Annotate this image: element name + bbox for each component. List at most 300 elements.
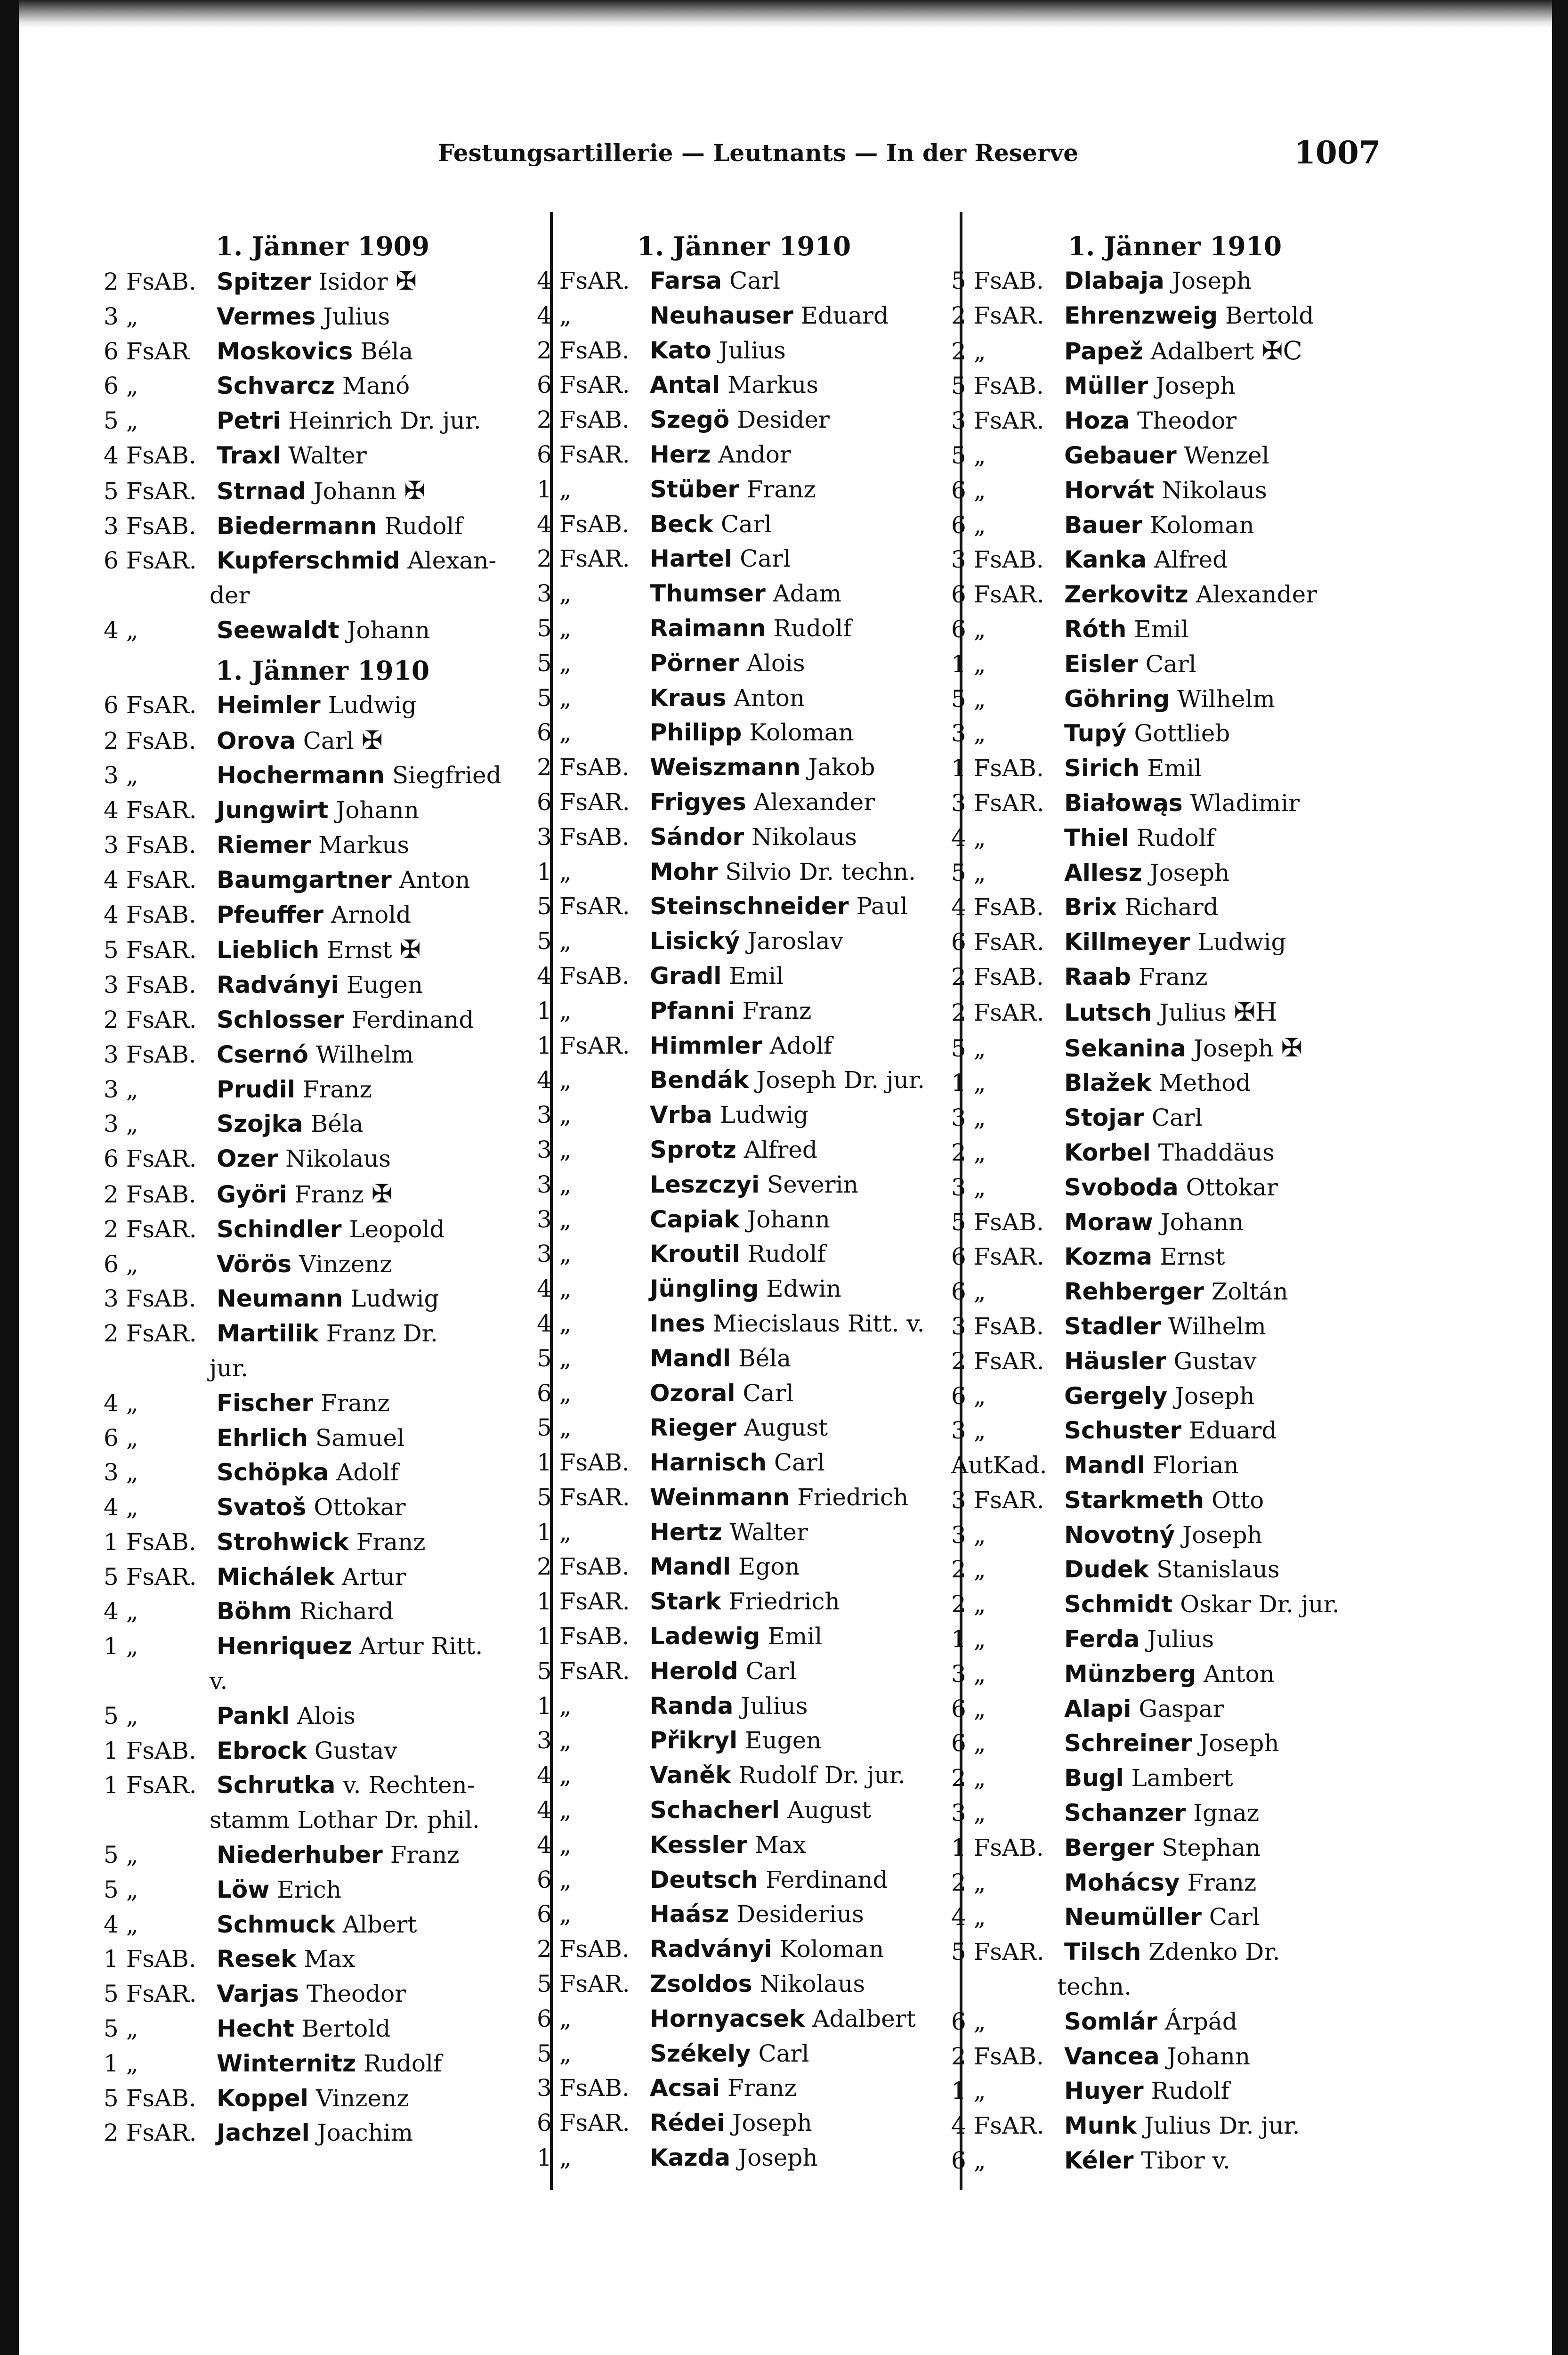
rank-unit: 4 FsAB.	[104, 901, 196, 928]
officer-name: Farsa Carl	[650, 267, 780, 294]
rank-unit: 3 FsAB.	[537, 823, 630, 851]
officer-entry	[537, 1967, 951, 2002]
officer-entry	[951, 1136, 1398, 1170]
officer-name: Riemer Markus	[217, 831, 410, 859]
rank-unit: 6 „	[951, 476, 986, 504]
officer-entry	[951, 1657, 1398, 1692]
officer-name: Přikryl Eugen	[650, 1727, 822, 1754]
officer-entry	[951, 1448, 1398, 1483]
rank-unit: 3 „	[537, 1101, 572, 1129]
rank-unit: 5 „	[537, 1344, 572, 1372]
officer-name: Białowąs Wladimir	[1064, 789, 1300, 817]
officer-entry	[537, 1932, 951, 1967]
officer-entry	[951, 1622, 1398, 1657]
officer-entry	[104, 1699, 542, 1734]
rank-unit: 5 „	[104, 1876, 138, 1903]
officer-entry	[537, 1445, 951, 1480]
officer-entry	[104, 1003, 542, 1038]
rank-unit: 6 FsAR.	[537, 788, 630, 816]
officer-entry	[537, 820, 951, 855]
officer-entry	[537, 785, 951, 820]
rank-unit: 5 „	[104, 2015, 138, 2043]
officer-entry	[104, 1072, 542, 1107]
rank-unit: 6 „	[951, 2007, 986, 2035]
officer-name: Neumüller Carl	[1064, 1903, 1260, 1931]
officer-entry	[104, 793, 542, 828]
officer-name: Bugl Lambert	[1064, 1764, 1233, 1792]
officer-name: Tilsch Zdenko Dr.	[1064, 1938, 1280, 1966]
rank-unit: 4 „	[104, 616, 138, 644]
officer-entry	[104, 758, 542, 793]
rank-unit: 5 „	[951, 1034, 986, 1062]
officer-entry	[537, 924, 951, 959]
officer-name: Pfeuffer Arnold	[217, 901, 412, 928]
officer-name: Mandl Béla	[650, 1344, 792, 1372]
officer-entry	[537, 1307, 951, 1341]
rank-unit: 3 FsAB.	[951, 546, 1044, 574]
officer-name: Philipp Koloman	[650, 719, 854, 747]
officer-name: Sándor Nikolaus	[650, 823, 857, 851]
rank-unit: 3 FsAB.	[537, 2074, 630, 2102]
officer-name: Hertz Walter	[650, 1518, 808, 1546]
officer-entry	[104, 1038, 542, 1072]
rank-unit: 6 „	[951, 511, 986, 539]
officer-name: Pörner Alois	[650, 649, 805, 677]
rank-unit: 2 FsAB.	[104, 1180, 196, 1208]
officer-name: Acsai Franz	[650, 2074, 797, 2102]
rank-unit: 3 „	[951, 1521, 986, 1549]
officer-entry	[951, 786, 1398, 821]
rank-unit: 3 „	[537, 1170, 572, 1198]
rank-unit: 2 FsAR.	[537, 545, 630, 573]
officer-entry	[104, 1490, 542, 1525]
officer-entry	[537, 1689, 951, 1724]
officer-entry	[951, 647, 1398, 682]
officer-name: Csernó Wilhelm	[217, 1040, 414, 1068]
officer-name: Lutsch Julius	[1064, 999, 1227, 1026]
officer-name: Michálek Artur	[217, 1563, 406, 1591]
officer-name: Hornyacsek Adalbert	[650, 2005, 916, 2032]
column-1	[104, 228, 542, 2151]
rank-unit: 5 FsAR.	[104, 477, 197, 505]
officer-entry	[104, 509, 542, 544]
officer-name: Zsoldos Nikolaus	[650, 1970, 865, 1998]
section-heading-date: 1. Jänner 1909	[215, 231, 430, 261]
rank-unit: 1 FsAB.	[537, 1449, 630, 1477]
officer-name: Dudek Stanislaus	[1064, 1556, 1280, 1584]
officer-name: Pfanni Franz	[650, 997, 812, 1024]
officer-entry	[537, 1341, 951, 1376]
scan-left-edge	[0, 0, 19, 2355]
officer-entry	[104, 369, 542, 404]
rank-unit: 6 „	[537, 2005, 572, 2032]
officer-name: Petri Heinrich Dr. jur.	[217, 407, 481, 435]
officer-entry	[951, 682, 1398, 717]
officer-name: Kéler Tibor v.	[1064, 2147, 1230, 2175]
officer-entry	[537, 1376, 951, 1411]
officer-name: Himmler Adolf	[650, 1031, 832, 1059]
officer-entry	[951, 1309, 1398, 1344]
officer-name: Schmuck Albert	[217, 1910, 417, 1938]
officer-entry	[537, 646, 951, 681]
officer-name: Vörös Vinzenz	[217, 1250, 392, 1278]
rank-unit: 5 „	[951, 859, 986, 886]
officer-name: Henriquez Artur Ritt.	[217, 1632, 483, 1660]
rank-unit: 3 „	[104, 302, 138, 330]
officer-name: Gergely Joseph	[1064, 1382, 1255, 1410]
rank-unit: 1 „	[951, 2077, 986, 2105]
officer-entry	[537, 1550, 951, 1584]
rank-unit: 3 „	[537, 1205, 572, 1233]
officer-name: Ebrock Gustav	[217, 1737, 397, 1764]
officer-name: Korbel Thaddäus	[1064, 1138, 1275, 1166]
officer-name: Ladewig Emil	[650, 1623, 823, 1650]
rank-unit: 4 FsAR.	[951, 2112, 1044, 2140]
officer-entry	[104, 544, 542, 578]
officer-name: Kato Julius	[650, 336, 786, 364]
officer-name: Neuhauser Eduard	[650, 301, 889, 329]
rank-unit: 4 „	[537, 1762, 572, 1789]
officer-name: Székely Carl	[650, 2039, 809, 2067]
officer-name-continuation: der	[210, 582, 250, 609]
officer-name: Stark Friedrich	[650, 1588, 840, 1616]
rank-unit: 2 FsAR.	[951, 301, 1044, 329]
officer-entry	[951, 1379, 1398, 1414]
officer-name: Kupferschmid Alexan-	[217, 547, 497, 575]
rank-unit: 3 „	[537, 1727, 572, 1754]
officer-name: Deutsch Ferdinand	[650, 1866, 888, 1893]
officer-entry	[104, 968, 542, 1003]
officer-entry	[537, 1619, 951, 1654]
rank-unit: 4 FsAB.	[104, 441, 196, 469]
officer-name: Ozoral Carl	[650, 1379, 794, 1407]
officer-entry	[104, 1316, 542, 1351]
officer-name-continuation: stamm Lothar Dr. phil.	[210, 1806, 480, 1834]
officer-entry	[951, 577, 1398, 612]
officer-name: Bendák Joseph Dr. jur.	[650, 1066, 925, 1094]
officer-name: Berger Stephan	[1064, 1834, 1261, 1861]
rank-unit: 3 „	[951, 1417, 986, 1445]
rank-unit: 6 FsAR.	[104, 547, 197, 575]
officer-name: Stadler Wilhelm	[1064, 1312, 1266, 1340]
officer-name: Kessler Max	[650, 1831, 807, 1859]
rank-unit: 3 FsAB.	[104, 1040, 196, 1068]
rank-unit: 3 FsAR.	[951, 789, 1044, 817]
rank-unit: 3 „	[104, 1075, 138, 1103]
officer-name: Schrutka v. Rechten-	[217, 1771, 475, 1799]
rank-unit: 2 FsAR.	[951, 999, 1044, 1026]
officer-entry	[104, 1629, 542, 1664]
officer-name: Svatoš Ottokar	[217, 1494, 406, 1521]
rank-unit: 3 FsAR.	[951, 1486, 1044, 1514]
officer-entry	[537, 472, 951, 507]
decoration-cross-icon: ✠	[1281, 1032, 1302, 1063]
rank-unit: 5 FsAR.	[537, 1657, 630, 1685]
officer-entry	[104, 1455, 542, 1490]
rank-unit: 4 FsAB.	[537, 962, 630, 990]
officer-entry	[951, 543, 1398, 577]
rank-unit: 1 „	[104, 1632, 138, 1660]
officer-entry	[537, 1723, 951, 1758]
officer-name: Somlár Árpád	[1064, 2007, 1237, 2035]
officer-name: Thiel Rudolf	[1064, 824, 1215, 852]
officer-name: Vermes Julius	[217, 302, 390, 330]
officer-name: Strnad Johann	[217, 477, 397, 505]
rank-unit: 6 FsAR.	[537, 440, 630, 468]
officer-entry	[537, 2002, 951, 2037]
officer-name: Schreiner Joseph	[1064, 1730, 1279, 1757]
officer-entry	[951, 1552, 1398, 1587]
officer-entry	[951, 1101, 1398, 1136]
decoration-cross-icon: ✠C	[1261, 335, 1302, 365]
officer-name: Lisický Jaroslav	[650, 927, 843, 955]
officer-name: Strohwick Franz	[217, 1528, 426, 1556]
officer-name: Dlabaja Joseph	[1064, 267, 1252, 294]
officer-name: Frigyes Alexander	[650, 788, 875, 816]
officer-name: Rédei Joseph	[650, 2109, 812, 2137]
officer-name-continuation: v.	[210, 1667, 228, 1695]
officer-name: Baumgartner Anton	[217, 866, 470, 893]
rank-unit: 3 „	[537, 1136, 572, 1163]
decoration-cross-icon: ✠	[371, 1178, 393, 1209]
officer-name: Koppel Vinzenz	[217, 2084, 409, 2112]
officer-entry	[537, 368, 951, 403]
decoration-cross-icon: ✠	[395, 266, 417, 296]
rank-unit: 3 FsAB.	[951, 1312, 1044, 1340]
rank-unit: 2 FsAB.	[537, 406, 630, 434]
officer-name-continuation: techn.	[1057, 1973, 1132, 2001]
column-2	[537, 228, 951, 2176]
officer-entry	[537, 1098, 951, 1133]
officer-entry	[951, 2109, 1398, 2144]
decoration-cross-icon: ✠	[361, 725, 383, 755]
officer-name: Leszczyi Severin	[650, 1170, 858, 1198]
section-heading-date: 1. Jänner 1910	[215, 655, 430, 686]
officer-entry	[951, 1796, 1398, 1831]
officer-entry	[104, 688, 542, 723]
rank-unit: 1 „	[537, 1692, 572, 1720]
page-header	[19, 134, 1552, 177]
officer-name: Heimler Ludwig	[217, 691, 417, 719]
officer-name: Hoza Theodor	[1064, 407, 1237, 435]
rank-unit: 5 „	[537, 2039, 572, 2067]
officer-name: Randa Julius	[650, 1692, 808, 1720]
rank-unit: 6 „	[537, 1900, 572, 1928]
rank-unit: 2 FsAB.	[104, 268, 196, 295]
officer-name: Antal Markus	[650, 371, 819, 399]
officer-name: Munk Julius Dr. jur.	[1064, 2112, 1300, 2140]
officer-name: Münzberg Anton	[1064, 1660, 1275, 1688]
officer-entry	[104, 473, 542, 509]
rank-unit: AutKad.	[951, 1452, 1047, 1479]
rank-unit: 2 FsAB.	[537, 336, 630, 364]
officer-name: Orova Carl	[217, 727, 354, 755]
officer-entry	[104, 932, 542, 968]
rank-unit: 5 FsAB.	[104, 2084, 196, 2112]
officer-entry	[951, 856, 1398, 891]
officer-name: Schmidt Oskar Dr. jur.	[1064, 1591, 1340, 1618]
officer-name: Varjas Theodor	[217, 1980, 406, 2008]
officer-name: Niederhuber Franz	[217, 1841, 460, 1869]
rank-unit: 6 „	[537, 719, 572, 747]
rank-unit: 1 FsAB.	[951, 1834, 1044, 1861]
officer-entry	[951, 1587, 1398, 1622]
officer-name: Tupý Gottlieb	[1064, 720, 1230, 747]
rank-unit: 2 FsAB.	[537, 754, 630, 781]
officer-name: Harnisch Carl	[650, 1449, 825, 1477]
rank-unit: 2 „	[951, 1591, 986, 1618]
officer-name: Mandl Florian	[1064, 1452, 1239, 1479]
officer-entry	[951, 960, 1398, 995]
rank-unit: 5 „	[104, 407, 138, 435]
rank-unit: 2 FsAR.	[951, 1347, 1044, 1375]
rank-unit: 3 „	[951, 1799, 986, 1827]
officer-name: Löw Erich	[217, 1876, 341, 1903]
officer-name: Schvarcz Manó	[217, 372, 410, 400]
officer-entry	[951, 1726, 1398, 1761]
officer-entry	[951, 1275, 1398, 1309]
rank-unit: 2 „	[951, 1138, 986, 1166]
officer-name: Moraw Johann	[1064, 1208, 1244, 1236]
rank-unit: 4 „	[537, 1309, 572, 1337]
officer-entry	[104, 1838, 542, 1873]
officer-name: Brix Richard	[1064, 893, 1219, 921]
officer-entry	[104, 334, 542, 369]
officer-name: Mohácsy Franz	[1064, 1868, 1257, 1896]
rank-unit: 5 „	[537, 1414, 572, 1442]
rank-unit: 2 „	[951, 1764, 986, 1792]
rank-unit: 6 FsAR.	[104, 691, 197, 719]
officer-entry	[537, 299, 951, 333]
officer-name: Györi Franz	[217, 1180, 364, 1208]
officer-name: Horvát Nikolaus	[1064, 476, 1267, 504]
officer-entry	[104, 1873, 542, 1908]
rank-unit: 4 „	[104, 1598, 138, 1625]
officer-name: Alapi Gaspar	[1064, 1695, 1224, 1722]
rank-unit: 1 „	[537, 475, 572, 503]
rank-unit: 5 FsAR.	[537, 1483, 630, 1511]
officer-entry	[104, 1977, 542, 2012]
officer-entry	[951, 925, 1398, 960]
rank-unit: 5 FsAR.	[537, 1970, 630, 1998]
rank-unit: 5 „	[104, 1702, 138, 1730]
officer-entry	[537, 2037, 951, 2071]
rank-unit: 4 FsAR.	[104, 796, 197, 824]
officer-name: Szojka Béla	[217, 1110, 364, 1138]
officer-entry	[951, 1170, 1398, 1205]
rank-unit: 6 „	[951, 1382, 986, 1410]
officer-name: Vrba Ludwig	[650, 1101, 808, 1129]
officer-entry	[104, 1142, 542, 1177]
officer-entry	[537, 333, 951, 368]
rank-unit: 4 FsAB.	[951, 893, 1044, 921]
officer-entry	[951, 1031, 1398, 1066]
officer-name: Spitzer Isidor	[217, 268, 388, 295]
officer-entry	[951, 995, 1398, 1031]
rank-unit: 6 „	[104, 1424, 138, 1452]
rank-unit: 5 FsAR.	[537, 893, 630, 920]
officer-entry	[951, 439, 1398, 473]
officer-entry	[537, 1758, 951, 1793]
decoration-cross-icon: ✠	[404, 475, 426, 505]
officer-name: Blažek Method	[1064, 1069, 1251, 1097]
officer-entry	[537, 715, 951, 750]
rank-unit: 3 „	[537, 580, 572, 608]
rank-unit: 3 „	[537, 1240, 572, 1268]
officer-name: Vancea Johann	[1064, 2042, 1251, 2070]
officer-entry	[104, 1386, 542, 1421]
rank-unit: 1 FsAB.	[951, 755, 1044, 782]
officer-name: Mohr Silvio Dr. techn.	[650, 858, 916, 885]
officer-entry	[104, 1734, 542, 1769]
rank-unit: 6 FsAR.	[951, 928, 1044, 956]
rank-unit: 6 „	[537, 1379, 572, 1407]
officer-name: Schlosser Ferdinand	[217, 1006, 474, 1033]
rank-unit: 4 „	[537, 1066, 572, 1094]
decoration-cross-icon: ✠	[399, 934, 421, 965]
officer-entry	[537, 1793, 951, 1828]
officer-name: Schanzer Ignaz	[1064, 1799, 1260, 1827]
officer-entry	[951, 2005, 1398, 2039]
officer-entry	[537, 959, 951, 994]
rank-unit: 5 „	[537, 614, 572, 642]
officer-entry	[951, 1900, 1398, 1935]
page-number: 1007	[1294, 134, 1381, 171]
officer-name: Häusler Gustav	[1064, 1347, 1257, 1375]
officer-entry	[537, 403, 951, 438]
section-heading-date: 1. Jänner 1910	[1067, 231, 1282, 261]
officer-entry	[951, 1240, 1398, 1275]
officer-entry	[104, 2116, 542, 2151]
rank-unit: 2 FsAB.	[537, 1553, 630, 1581]
rank-unit: 3 FsAR.	[951, 407, 1044, 435]
officer-name: Neumann Ludwig	[217, 1285, 439, 1313]
officer-entry	[104, 1768, 542, 1803]
rank-unit: 1 „	[537, 858, 572, 885]
rank-unit: 2 FsAB.	[104, 727, 196, 755]
officer-name: Sprotz Alfred	[650, 1136, 817, 1163]
decoration-cross-icon: ✠H	[1234, 997, 1277, 1027]
officer-entry	[951, 612, 1398, 647]
officer-entry	[104, 1421, 542, 1456]
rank-unit: 3 „	[104, 1459, 138, 1486]
officer-entry	[537, 2106, 951, 2141]
officer-entry	[951, 1066, 1398, 1101]
officer-name: Jachzel Joachim	[217, 2119, 413, 2147]
officer-entry	[537, 1897, 951, 1932]
officer-name: Róth Emil	[1064, 615, 1189, 643]
rank-unit: 5 „	[537, 927, 572, 955]
officer-name-continuation: jur.	[210, 1354, 249, 1382]
rank-unit: 2 FsAR.	[104, 1215, 197, 1243]
officer-entry	[537, 1272, 951, 1307]
officer-entry	[537, 889, 951, 924]
officer-entry	[104, 404, 542, 439]
officer-name: Ozer Nikolaus	[217, 1145, 391, 1173]
officer-entry	[104, 828, 542, 863]
officer-entry	[951, 1935, 1398, 1970]
officer-entry	[951, 751, 1398, 786]
rank-unit: 1 „	[537, 997, 572, 1024]
officer-entry	[951, 2144, 1398, 2178]
rank-unit: 3 „	[951, 720, 986, 747]
officer-name: Fischer Franz	[217, 1389, 390, 1417]
rank-unit: 3 „	[104, 1110, 138, 1138]
officer-entry	[537, 264, 951, 299]
officer-name: Winternitz Rudolf	[217, 2049, 442, 2077]
officer-name: Kazda Joseph	[650, 2144, 818, 2172]
rank-unit: 5 „	[951, 441, 986, 469]
